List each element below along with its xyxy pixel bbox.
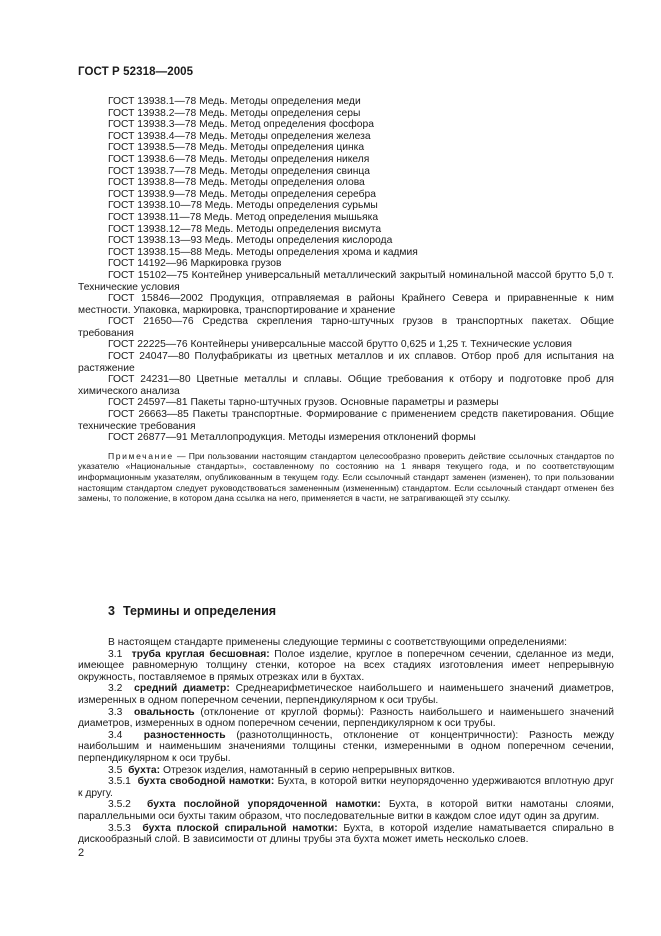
section-title: Термины и определения bbox=[122, 604, 277, 618]
term-number: 3.5.1 bbox=[108, 776, 131, 788]
reference-item: ГОСТ 13938.1—78 Медь. Методы определения меди bbox=[108, 96, 361, 107]
section-intro: В настоящем стандарте применены следующие термины с соответствующими определениями: bbox=[108, 637, 568, 648]
term-number: 3.4 bbox=[108, 729, 123, 741]
normative-references bbox=[78, 96, 614, 504]
term-name: овальность bbox=[134, 706, 195, 718]
term-name: труба круглая бесшовная: bbox=[131, 648, 270, 660]
reference-item: ГОСТ 22225—76 Контейнеры универсальные массой брутто 0,625 и 1,25 т. Технические условия bbox=[108, 339, 572, 351]
reference-item: ГОСТ 15102—75 Контейнер универсальный металлический закрытый номинальной массой брутто 5,0 т. Технические условия bbox=[78, 269, 614, 293]
reference-item: ГОСТ 24597—81 Пакеты тарно-штучных грузов. Основные параметры и размеры bbox=[108, 397, 499, 409]
note-text: — При пользовании настоящим стандартом целесообразно проверить действие ссылочных стандартов по указателю «Национальные стандарты», составленному по состоянию на 1 января текущего года, и по соответствующим информационным указателям, опубликованным в текущем году. Если ссылочный стандарт заменен (изменен), то при пользовании настоящим стандартом следует руководствоваться замененным (измененным) стандартом. Если ссылочный стандарт отменен без замены, то положение, в котором дана ссылка на него, применяется в части, не затрагивающей эту ссылку. bbox=[78, 450, 614, 504]
section-heading bbox=[108, 604, 614, 618]
term-definition bbox=[78, 707, 614, 730]
reference-item: ГОСТ 13938.3—78 Медь. Метод определения фосфора bbox=[108, 119, 374, 131]
note-label: Примечание bbox=[108, 450, 174, 461]
reference-item: ГОСТ 14192—96 Маркировка грузов bbox=[108, 258, 282, 270]
term-number: 3.3 bbox=[108, 706, 123, 718]
term-definition bbox=[78, 776, 614, 799]
term-name: бухта плоской спиральной намотки: bbox=[142, 822, 338, 834]
term-definition bbox=[78, 799, 614, 822]
reference-item: ГОСТ 24047—80 Полуфабрикаты из цветных металлов и их сплавов. Отбор проб для испытания на растяжение bbox=[78, 351, 614, 374]
term-text: Бухта, в которой витки намотаны слоями, параллельными оси бухты таким образом, что последовательные витки в каждом слое идут один за другим. bbox=[78, 799, 614, 822]
reference-item: ГОСТ 13938.7—78 Медь. Методы определения свинца bbox=[108, 165, 371, 177]
term-number: 3.2 bbox=[108, 683, 123, 695]
term-text: Бухта, в которой изделие наматывается спирально в дискообразный слой. В зависимости от длины трубы эта бухта может иметь несколько слоев. bbox=[78, 822, 614, 846]
term-number: 3.5 bbox=[108, 764, 123, 776]
reference-item: ГОСТ 13938.2—78 Медь. Методы определения серы bbox=[108, 107, 361, 119]
reference-item: ГОСТ 26877—91 Металлопродукция. Методы измерения отклонений формы bbox=[108, 432, 476, 444]
reference-item: ГОСТ 15846—2002 Продукция, отправляемая в районы Крайнего Севера и приравненные к ним местности. Упаковка, маркировка, транспортирование и хранение bbox=[78, 293, 614, 316]
reference-item: ГОСТ 26663—85 Пакеты транспортные. Формирование с применением средств пакетирования. Общие технические требования bbox=[78, 409, 614, 432]
section-terms bbox=[78, 604, 614, 846]
term-name: бухта свободной намотки: bbox=[137, 776, 275, 788]
reference-item: ГОСТ 21650—76 Средства скрепления тарно-штучных грузов в транспортных пакетах. Общие требования bbox=[78, 316, 614, 339]
document-header: ГОСТ Р 52318—2005 bbox=[78, 66, 194, 78]
section-number: 3 bbox=[108, 604, 115, 618]
term-name: средний диаметр: bbox=[134, 683, 230, 695]
reference-item: ГОСТ 13938.8—78 Медь. Методы определения олова bbox=[108, 177, 365, 189]
term-number: 3.5.3 bbox=[108, 822, 131, 834]
term-name: разностенность bbox=[143, 729, 226, 741]
reference-item: ГОСТ 13938.15—88 Медь. Методы определения хрома и кадмия bbox=[108, 246, 418, 258]
reference-item: ГОСТ 13938.9—78 Медь. Методы определения серебра bbox=[108, 188, 376, 200]
reference-item: ГОСТ 13938.4—78 Медь. Методы определения железа bbox=[108, 130, 371, 142]
term-name: бухта: bbox=[128, 764, 161, 776]
reference-item: ГОСТ 24231—80 Цветные металлы и сплавы. Общие требования к отбору и подготовке проб для химического анализа bbox=[78, 374, 614, 397]
reference-item: ГОСТ 13938.12—78 Медь. Методы определения висмута bbox=[108, 223, 382, 235]
term-text: Полое изделие, круглое в поперечном сечении, сделанное из меди, имеющее равномерную толщину стенки, которое на всех стадиях изготовления имеет непрерывную окружность, поставляемое в прямых отрезках или в бухтах. bbox=[78, 648, 614, 683]
term-text: (отклонение от круглой формы): Разность наибольшего и наименьшего значений диаметров, измеренных в одном поперечном сечении, перпендикулярном к оси трубы. bbox=[78, 706, 614, 730]
reference-item: ГОСТ 13938.5—78 Медь. Методы определения цинка bbox=[108, 142, 365, 154]
term-number: 3.5.2 bbox=[108, 799, 131, 811]
reference-item: ГОСТ 13938.10—78 Медь. Методы определения сурьмы bbox=[108, 200, 378, 212]
term-text: (разнотолщинность, отклонение от концентричности): Разность между наибольшим и наименьшим значениями толщины стенки, измеренными в одном поперечном сечении, перпендикулярном к оси трубы. bbox=[78, 729, 614, 764]
reference-item: ГОСТ 13938.11—78 Медь. Метод определения мышьяка bbox=[108, 211, 379, 223]
term-text: Отрезок изделия, намотанный в серию непрерывных витков. bbox=[160, 764, 456, 776]
term-definition bbox=[78, 683, 614, 706]
reference-item: ГОСТ 13938.6—78 Медь. Методы определения никеля bbox=[108, 153, 370, 165]
term-name: бухта послойной упорядоченной намотки: bbox=[147, 799, 381, 811]
term-text: Среднеарифметическое наибольшего и наименьшего значений диаметров, измеренных в одном поперечном сечении, перпендикулярном к оси трубы. bbox=[78, 683, 614, 706]
page-number: 2 bbox=[78, 847, 85, 859]
reference-item: ГОСТ 13938.13—93 Медь. Методы определения кислорода bbox=[108, 235, 393, 247]
term-definition bbox=[78, 765, 614, 777]
note-paragraph bbox=[78, 451, 614, 504]
term-definition bbox=[78, 649, 614, 684]
term-number: 3.1 bbox=[108, 648, 123, 660]
term-definition bbox=[78, 730, 614, 765]
term-definition bbox=[78, 823, 614, 846]
term-text: Бухта, в которой витки неупорядоченно удерживаются вплотную друг к другу. bbox=[78, 776, 614, 799]
